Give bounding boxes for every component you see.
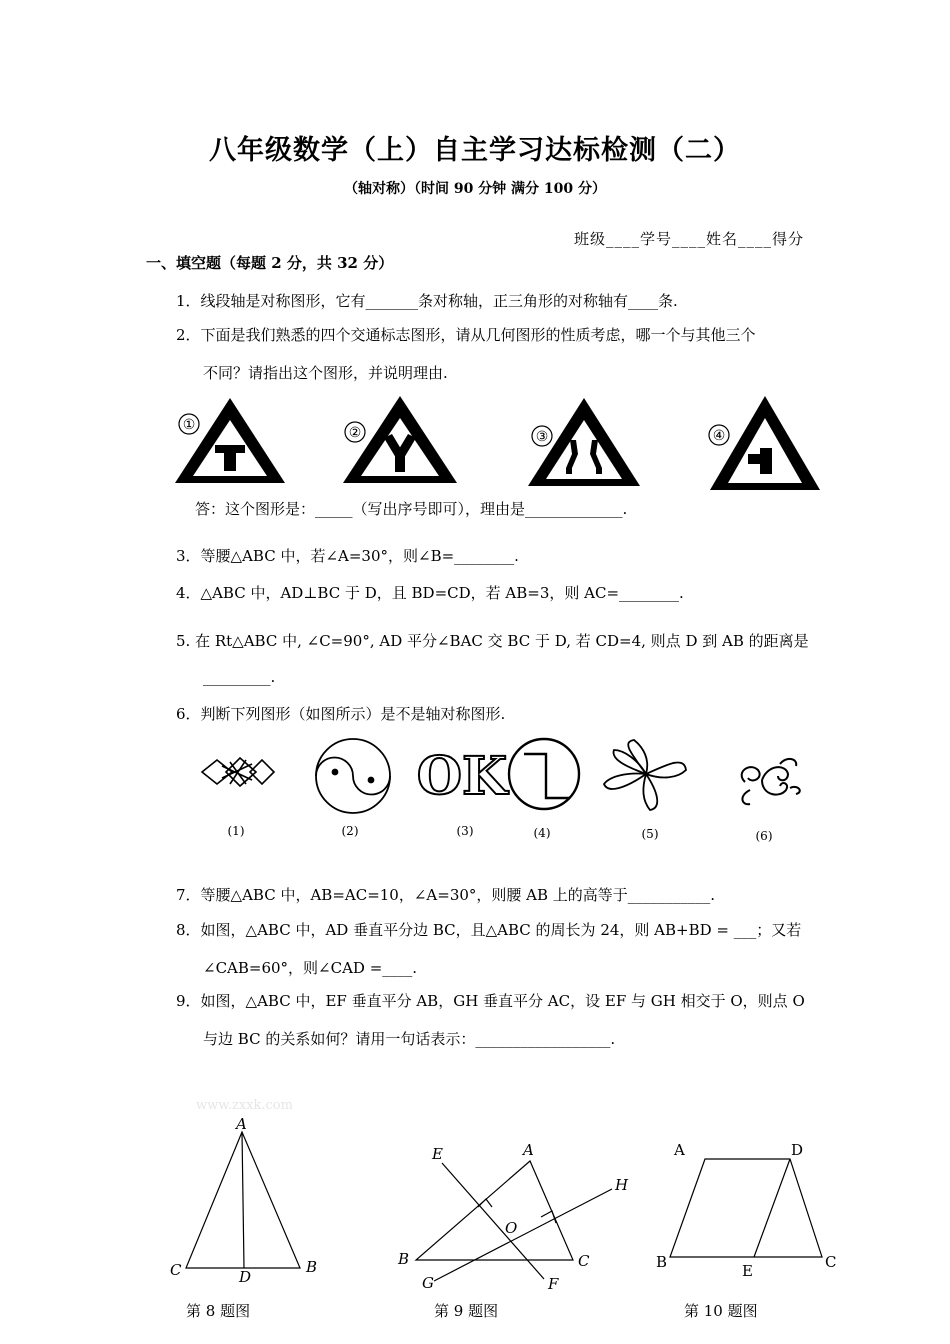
question-9-line2: 与边 BC 的关系如何？请用一句话表示：__________________. xyxy=(203,1030,616,1048)
fig9-point-h: H xyxy=(615,1176,629,1194)
page-title: 八年级数学（上）自主学习达标检测（二） xyxy=(209,135,741,166)
traffic-sign-1 xyxy=(175,398,285,483)
question-7: 7．等腰△ABC 中，AB=AC=10，∠A=30°，则腰 AB 上的高等于___________. xyxy=(176,886,716,904)
figure-6-6-scroll xyxy=(742,759,800,804)
question-5-line2: _________. xyxy=(203,668,276,686)
question-1: 1．线段轴是对称图形，它有_______条对称轴，正三角形的对称轴有____条. xyxy=(176,292,678,310)
fig8-point-a: A xyxy=(236,1115,247,1133)
fig8-caption: 第 8 题图 xyxy=(186,1302,251,1320)
question-2-line2: 不同？请指出这个图形，并说明理由. xyxy=(203,364,448,382)
figure-6-3-ok-text: OK xyxy=(416,746,508,807)
fig9-point-e: E xyxy=(432,1145,443,1163)
figure-8 xyxy=(160,1110,350,1340)
traffic-sign-4 xyxy=(709,396,820,490)
fig10-point-a: A xyxy=(674,1141,685,1159)
traffic-sign-label-3: ③ xyxy=(535,429,549,445)
question-5-line1: 5. 在 Rt△ABC 中, ∠C=90°, AD 平分∠BAC 交 BC 于 D, 若 CD=4, 则点 D 到 AB 的距离是 xyxy=(176,632,809,650)
fig9-caption: 第 9 题图 xyxy=(434,1302,499,1320)
student-info-line: 班级____学号____姓名____得分 xyxy=(574,230,805,248)
figure-9 xyxy=(390,1135,640,1340)
question-8-line1: 8．如图，△ABC 中，AD 垂直平分边 BC，且△ABC 的周长为 24，则 AB+BD = ___；又若 xyxy=(176,921,802,939)
fig10-point-d: D xyxy=(791,1141,804,1159)
traffic-signs-figure xyxy=(170,388,830,498)
fig8-point-c: C xyxy=(170,1261,182,1279)
fig9-point-c: C xyxy=(578,1252,590,1270)
figure-6-label-5: (5) xyxy=(641,827,659,841)
question-9-line1: 9．如图，△ABC 中，EF 垂直平分 AB，GH 垂直平分 AC，设 EF 与 GH 相交于 O，则点 O xyxy=(176,992,805,1010)
traffic-sign-label-4: ④ xyxy=(712,428,726,444)
figure-6-2-yinyang xyxy=(316,739,390,813)
fig10-caption: 第 10 题图 xyxy=(684,1302,758,1320)
fig9-point-b: B xyxy=(398,1250,410,1268)
symmetry-figures xyxy=(190,734,820,846)
question-4: 4．△ABC 中，AD⊥BC 于 D，且 BD=CD，若 AB=3，则 AC=________. xyxy=(176,584,684,602)
figure-6-label-3: (3) xyxy=(456,824,474,838)
question-8-line2: ∠CAB=60°，则∠CAD =____. xyxy=(203,959,418,977)
figure-6-label-6: (6) xyxy=(755,829,773,843)
figure-6-label-4: (4) xyxy=(533,826,551,840)
fig10-point-b: B xyxy=(656,1253,668,1271)
figure-6-label-1: (1) xyxy=(227,824,245,838)
fig10-point-c: C xyxy=(825,1253,837,1271)
figure-6-1-knot xyxy=(202,758,274,786)
fig9-point-g: G xyxy=(422,1274,434,1292)
question-6: 6．判断下列图形（如图所示）是不是轴对称图形. xyxy=(176,705,506,723)
traffic-sign-2 xyxy=(343,396,457,483)
figure-10 xyxy=(650,1135,850,1340)
fig9-point-a: A xyxy=(523,1141,534,1159)
traffic-sign-3 xyxy=(528,398,640,486)
watermark: www.zxxk.com xyxy=(196,1098,293,1113)
figure-6-4-circle-z xyxy=(509,739,579,809)
question-2-line1: 2．下面是我们熟悉的四个交通标志图形，请从几何图形的性质考虑，哪一个与其他三个 xyxy=(176,326,756,344)
fig8-point-b: B xyxy=(306,1258,318,1276)
section-heading-fill-blank: 一、填空题（每题 2 分，共 32 分） xyxy=(146,254,394,272)
figure-6-label-2: (2) xyxy=(341,824,359,838)
question-2-answer: 答：这个图形是：_____（写出序号即可），理由是_____________. xyxy=(195,500,628,518)
figure-6-5-flower xyxy=(604,740,686,810)
fig9-point-f: F xyxy=(548,1275,559,1293)
fig10-point-e: E xyxy=(742,1262,753,1280)
traffic-sign-label-2: ② xyxy=(348,425,362,441)
page-subtitle: （轴对称）（时间 90 分钟 满分 100 分） xyxy=(343,181,607,197)
fig9-point-o: O xyxy=(505,1219,518,1237)
traffic-sign-label-1: ① xyxy=(182,417,196,433)
question-3: 3．等腰△ABC 中，若∠A=30°，则∠B=________. xyxy=(176,547,519,565)
fig8-point-d: D xyxy=(239,1268,252,1286)
